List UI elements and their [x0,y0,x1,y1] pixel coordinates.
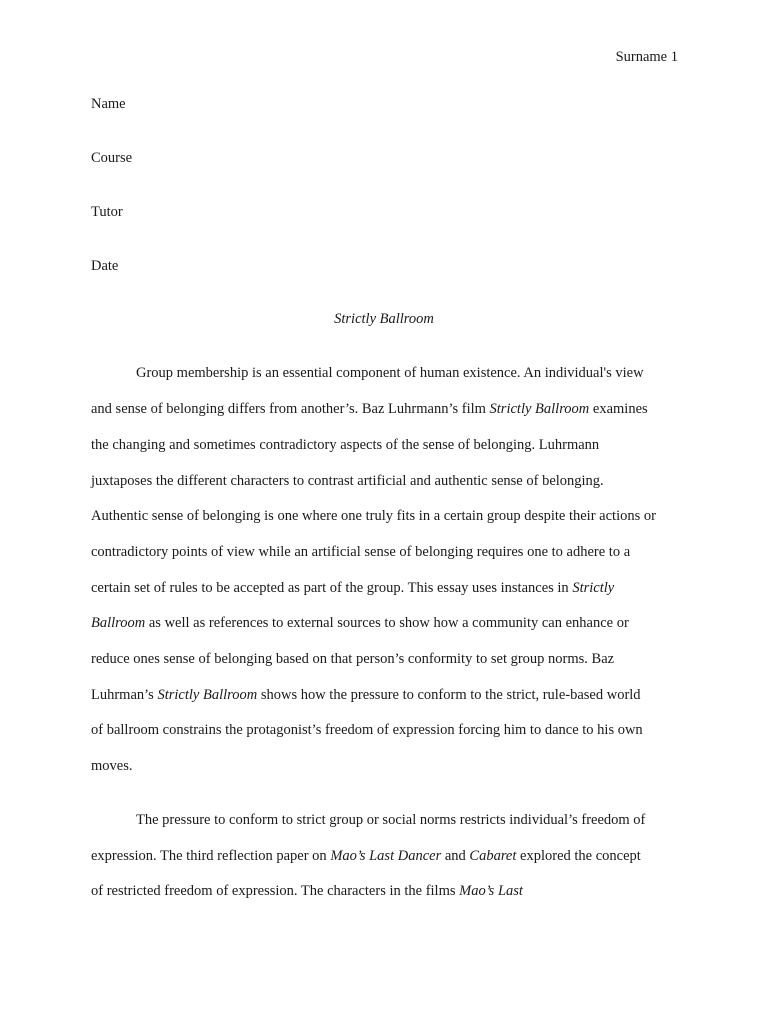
tutor-name: Tutor [91,204,123,220]
paragraph-1-line-4: juxtaposes the different characters to contrast artificial and authentic sense of belonging. [91,473,604,489]
paragraph-1-line-12: moves. [91,758,133,774]
paragraph-1-line-2: and sense of belonging differs from another’s. Baz Luhrmann’s film Strictly Ballroom examines [91,401,648,417]
paragraph-1-line-10: Luhrman’s Strictly Ballroom shows how the pressure to conform to the strict, rule-based world [91,687,641,703]
student-name: Name [91,96,126,112]
course-name: Course [91,150,133,166]
date: Date [91,258,119,274]
paragraph-1-line-6: contradictory points of view while an artificial sense of belonging requires one to adhere to a [91,544,631,560]
paragraph-1-line-7: certain set of rules to be accepted as part of the group. This essay uses instances in Strictly [91,580,615,596]
paragraph-2-line-3: of restricted freedom of expression. The characters in the films Mao’s Last [91,883,523,899]
paragraph-2-line-1: The pressure to conform to strict group or social norms restricts individual’s freedom of [136,812,646,828]
paragraph-1-line-3: the changing and sometimes contradictory aspects of the sense of belonging. Luhrmann [91,437,600,453]
essay-title: Strictly Ballroom [334,311,434,327]
paragraph-1-line-5: Authentic sense of belonging is one where one truly fits in a certain group despite their actions or [91,508,656,524]
paragraph-2-line-2: expression. The third reflection paper on Mao’s Last Dancer and Cabaret explored the concept [91,848,641,864]
running-head: Surname 1 [615,49,678,65]
paragraph-1-line-11: of ballroom constrains the protagonist’s freedom of expression forcing him to dance to his own [91,722,643,738]
paragraph-1-line-8: Ballroom as well as references to external sources to show how a community can enhance or [91,615,629,631]
paragraph-1-line-1: Group membership is an essential component of human existence. An individual's view [136,365,644,381]
paragraph-1-line-9: reduce ones sense of belonging based on that person’s conformity to set group norms. Baz [91,651,615,667]
